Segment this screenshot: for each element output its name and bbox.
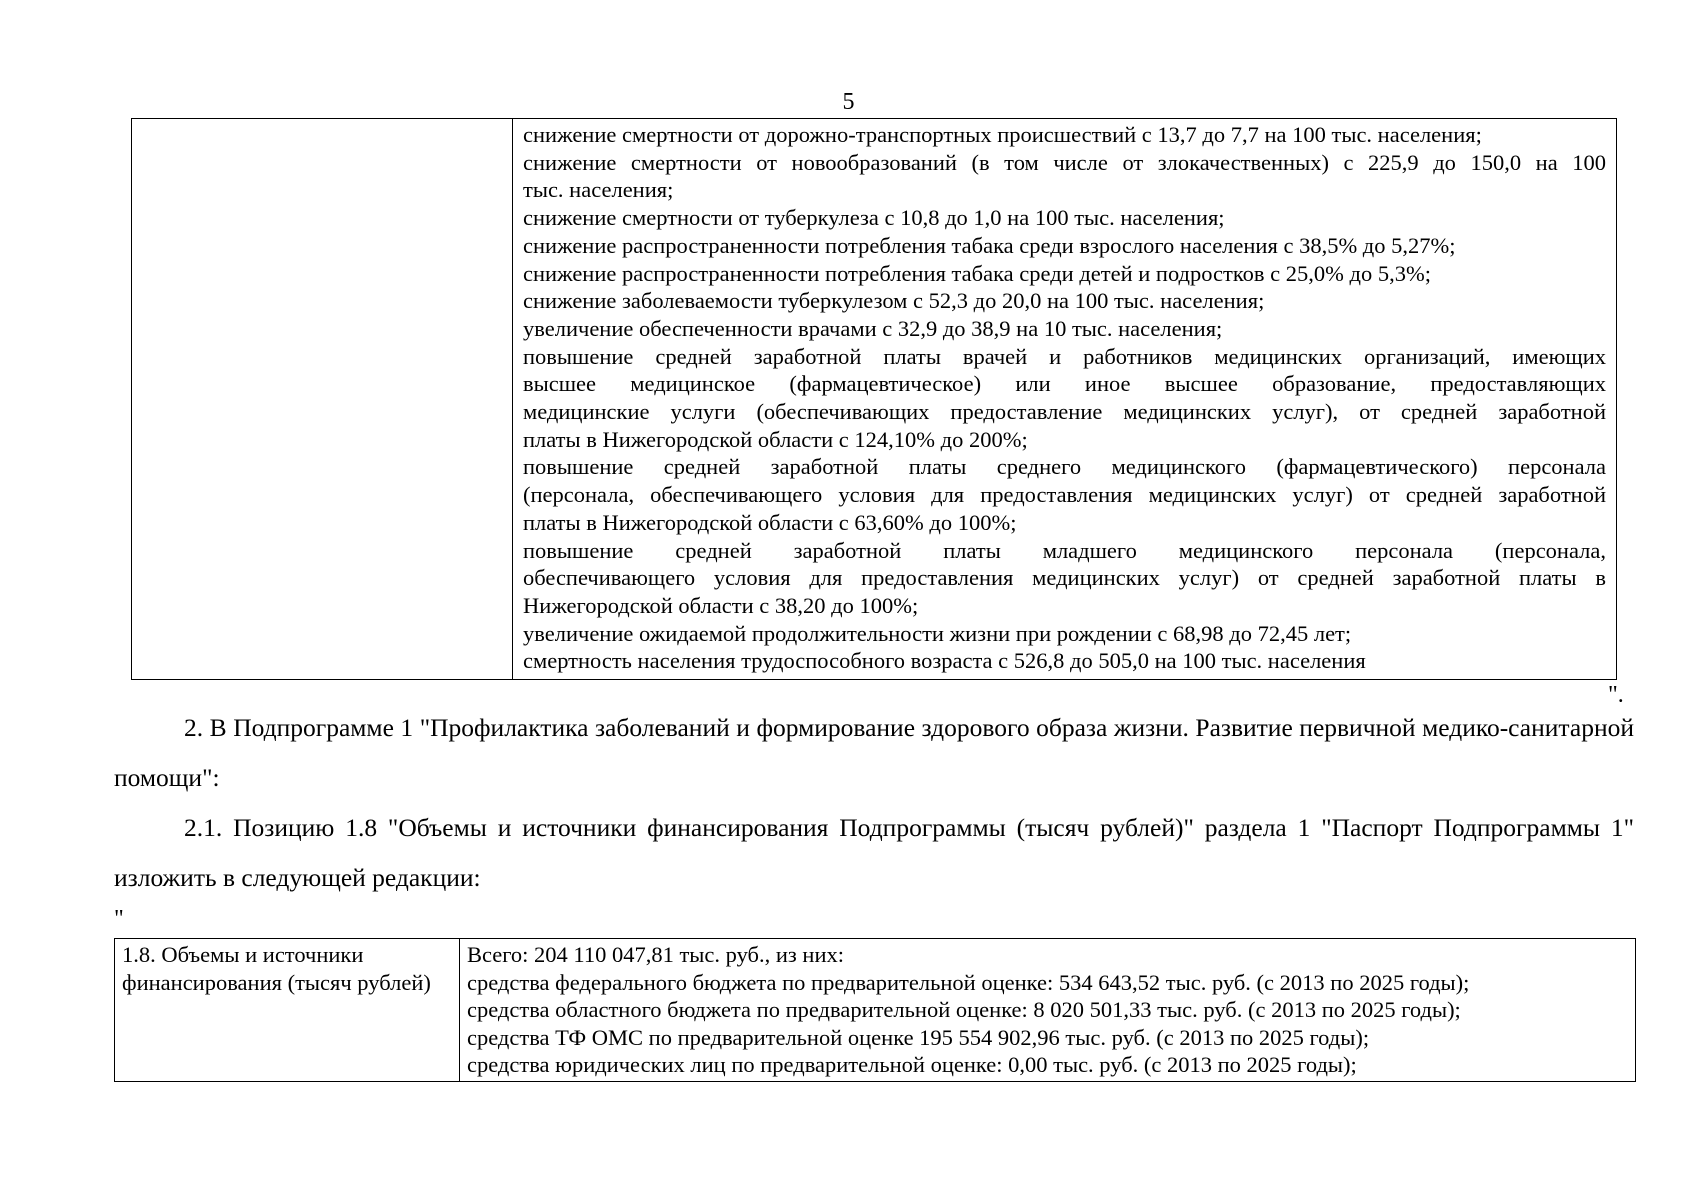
targets-table-right-cell [513, 119, 1617, 680]
target-line: платы в Нижегородской области с 63,60% до 100%; [523, 509, 1017, 535]
target-line: платы в Нижегородской области с 124,10% до 200%; [523, 426, 1028, 452]
target-line: снижение смертности от туберкулеза с 10,8 до 1,0 на 100 тыс. населения; [523, 205, 1225, 231]
financing-line: средства ТФ ОМС по предварительной оценке 195 554 902,96 тыс. руб. (с 2013 по 2025 годы); [467, 1024, 1370, 1050]
financing-values-cell [460, 939, 1636, 1082]
target-line: снижение смертности от дорожно-транспортных происшествий с 13,7 до 7,7 на 100 тыс. населения; [523, 122, 1482, 147]
target-line: повышение средней заработной платы врачей и работников медицинских организаций, имеющих [523, 343, 1606, 369]
target-line: снижение распространенности потребления табака среди взрослого населения с 38,5% до 5,27%; [523, 232, 1456, 258]
targets-table [131, 118, 1617, 680]
target-line: Нижегородской области с 38,20 до 100%; [523, 592, 919, 618]
financing-line: средства областного бюджета по предварительной оценке: 8 020 501,33 тыс. руб. (с 2013 по 2025 годы); [467, 997, 1461, 1022]
paragraph-subprogram-1-text: 2. В Подпрограмме 1 "Профилактика заболеваний и формирование здорового образа жизни. Развитие первичной медико-санитарной помощи": [114, 713, 1634, 792]
closing-quote-mark: ". [1608, 682, 1624, 708]
targets-table-left-cell [132, 119, 513, 680]
target-line: увеличение ожидаемой продолжительности жизни при рождении с 68,98 до 72,45 лет; [523, 620, 1352, 646]
target-line: медицинские услуги (обеспечивающих предоставление медицинских услуг), от средней заработной [523, 399, 1606, 425]
financing-line: средства юридических лиц по предварительной оценке: 0,00 тыс. руб. (с 2013 по 2025 годы); [467, 1052, 1357, 1077]
opening-quote-mark: " [114, 906, 124, 932]
page-number: 5 [842, 89, 855, 115]
target-line: снижение смертности от новообразований (в том числе от злокачественных) с 225,9 до 150,0 на 100 [523, 149, 1606, 175]
financing-label-cell: 1.8. Объемы и источники финансирования (тысяч рублей) [115, 939, 460, 1082]
paragraph-position-1-8 [114, 803, 1634, 903]
target-line: повышение средней заработной платы младшего медицинского персонала (персонала, [523, 537, 1606, 563]
target-line: обеспечивающего условия для предоставления медицинских услуг) от средней заработной платы в [523, 565, 1606, 591]
target-line: снижение распространенности потребления табака среди детей и подростков с 25,0% до 5,3%; [523, 260, 1431, 286]
financing-line: Всего: 204 110 047,81 тыс. руб., из них: [467, 942, 845, 967]
target-line: тыс. населения; [523, 177, 674, 203]
paragraph-position-1-8-text: 2.1. Позицию 1.8 "Объемы и источники финансирования Подпрограммы (тысяч рублей)" раздела 1 "Паспорт Подпрограммы 1" изложить в следующей редакции: [114, 813, 1634, 892]
target-line: повышение средней заработной платы среднего медицинского (фармацевтического) персонала [523, 454, 1606, 480]
target-line: (персонала, обеспечивающего условия для предоставления медицинских услуг) от средней заработной [523, 482, 1606, 508]
target-line: снижение заболеваемости туберкулезом с 52,3 до 20,0 на 100 тыс. населения; [523, 288, 1265, 314]
target-line: увеличение обеспеченности врачами с 32,9 до 38,9 на 10 тыс. населения; [523, 315, 1223, 341]
target-line: высшее медицинское (фармацевтическое) или иное высшее образование, предоставляющих [523, 371, 1606, 397]
financing-table [114, 938, 1636, 1082]
financing-line: средства федерального бюджета по предварительной оценке: 534 643,52 тыс. руб. (с 2013 по 2025 годы); [467, 969, 1470, 995]
target-line: смертность населения трудоспособного возраста с 526,8 до 505,0 на 100 тыс. населения [523, 648, 1366, 674]
paragraph-subprogram-1 [114, 703, 1634, 803]
